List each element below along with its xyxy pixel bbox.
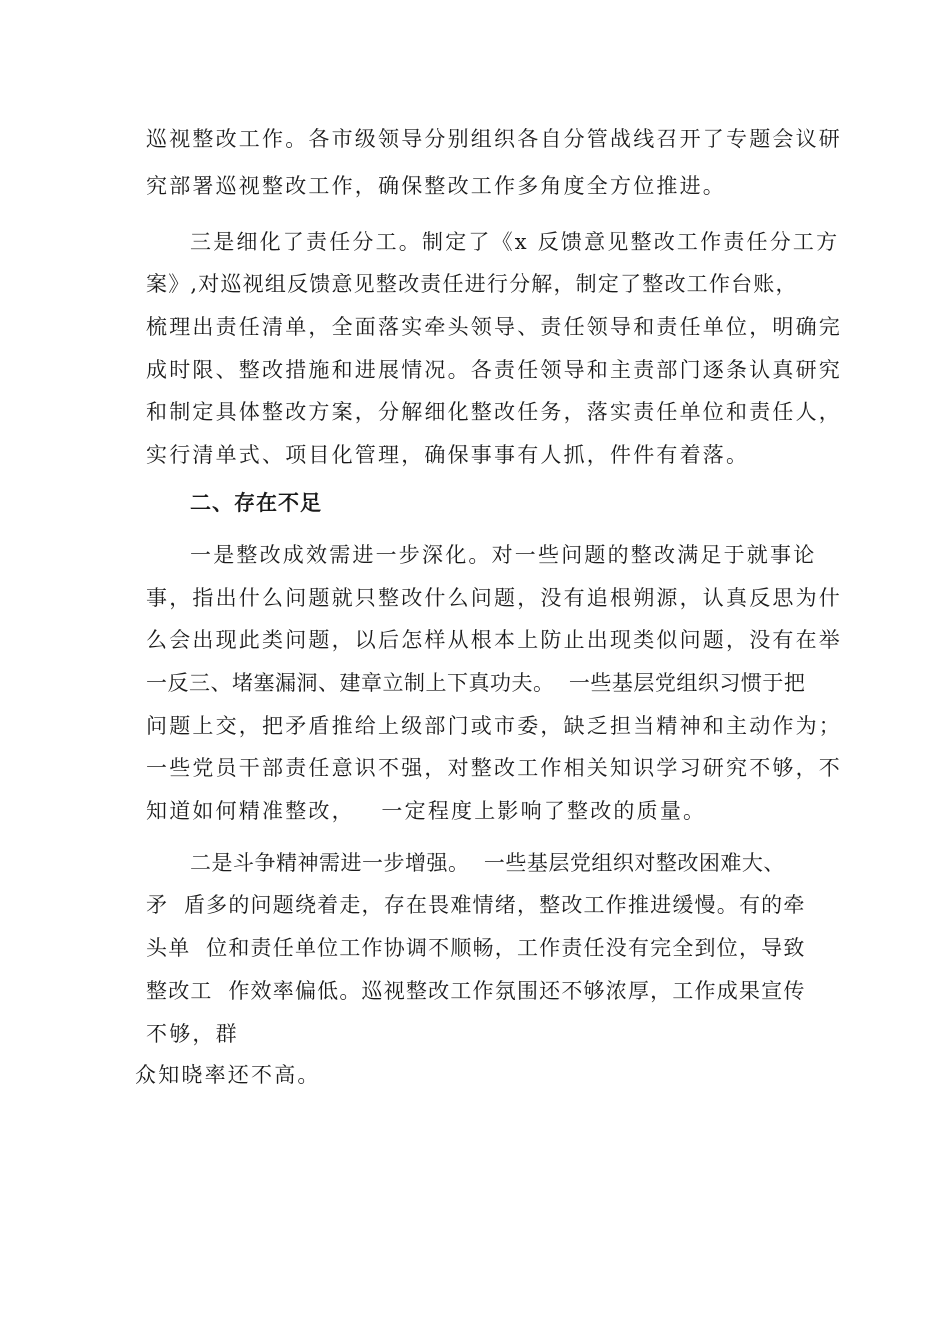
- text-line: 和制定具体整改方案，分解细化整改任务，落实责任单位和责任人，: [146, 400, 842, 424]
- text-line: 不够，群: [146, 1022, 239, 1046]
- text-line: 实行清单式、项目化管理，确保事事有人抓，件件有着落。: [146, 443, 750, 467]
- text-line: 知道如何精准整改， 一定程度上影响了整改的质量。: [146, 799, 707, 823]
- text-line: 头单 位和责任单位工作协调不顺畅，工作责任没有完全到位，导致: [146, 936, 806, 960]
- text-line: 梳理出责任清单，全面落实牵头领导、责任领导和责任单位，明确完: [146, 315, 842, 339]
- text-line: 成时限、整改措施和进展情况。各责任领导和主责部门逐条认真研究: [146, 358, 842, 382]
- text-line: 二是斗争精神需进一步增强。 一些基层党组织对整改困难大、: [190, 851, 785, 875]
- text-line: 矛 盾多的问题绕着走，存在畏难情绪，整改工作推进缓慢。有的牵: [146, 893, 806, 917]
- text-line: 一是整改成效需进一步深化。对一些问题的整改满足于就事论: [190, 543, 817, 567]
- text-line: 究部署巡视整改工作，确保整改工作多角度全方位推进。: [146, 174, 726, 198]
- text-line: 么会出现此类问题，以后怎样从根本上防止出现类似问题，没有在举: [146, 628, 842, 652]
- text-line: 众知晓率还不高。: [135, 1063, 321, 1087]
- text-line: 案》,对巡视组反馈意见整改责任进行分解，制定了整改工作台账，: [146, 272, 798, 296]
- section-heading: 二、存在不足: [190, 490, 322, 515]
- text-line: 事，指出什么问题就只整改什么问题，没有追根朔源，认真反思为什: [146, 586, 842, 610]
- text-line: 三是细化了责任分工。制定了《x 反馈意见整改工作责任分工方: [190, 230, 840, 254]
- text-line: 一反三、堵塞漏洞、建章立制上下真功夫。 一些基层党组织习惯于把: [146, 671, 806, 695]
- text-line: 巡视整改工作。各市级领导分别组织各自分管战线召开了专题会议研: [146, 127, 842, 151]
- text-line: 整改工 作效率偏低。巡视整改工作氛围还不够浓厚，工作成果宣传: [146, 979, 806, 1003]
- text-line: 问题上交，把矛盾推给上级部门或市委，缺乏担当精神和主动作为；: [146, 714, 842, 738]
- text-line: 一些党员干部责任意识不强，对整改工作相关知识学习研究不够，不: [146, 756, 842, 780]
